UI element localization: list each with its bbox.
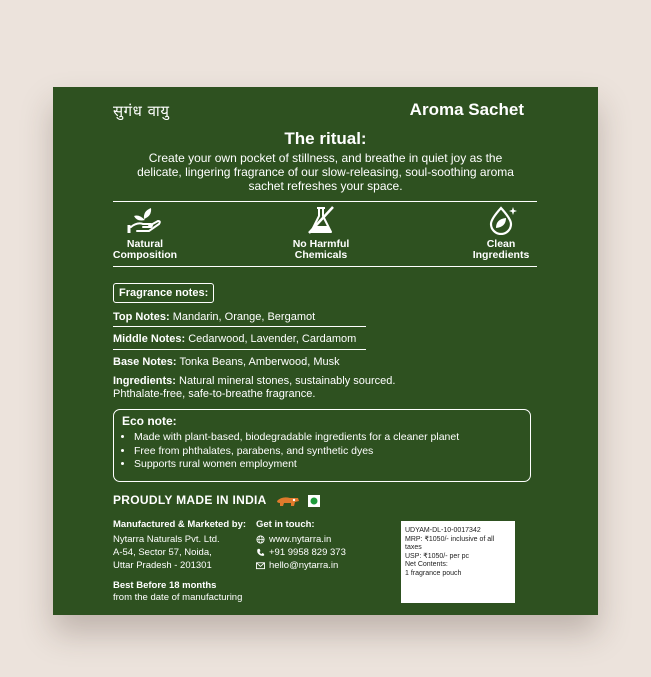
feature-natural-line1: Natural [126,238,164,250]
contact-phone[interactable] [256,546,346,559]
middle-notes-value: Cedarwood, Lavender, Cardamom [188,333,357,345]
ingredients-value: Natural mineral stones, sustainably sourced. [179,375,396,387]
mrp-text: MRP: ₹1050/- inclusive of all taxes [405,535,495,551]
feature-clean [441,205,561,261]
ingredients-line2: Phthalate-free, safe-to-breathe fragrance. [113,388,316,400]
base-notes-value: Tonka Beans, Amberwood, Musk [179,356,340,368]
base-notes-label: Base Notes: [113,356,177,368]
top-notes [113,311,315,323]
feature-chemicals-line2: Chemicals [294,249,348,261]
fragrance-notes-heading: Fragrance notes: [113,283,214,303]
manufacturer-name: Nytarra Naturals Pvt. Ltd. [113,534,220,545]
feature-no-chemicals [261,205,381,261]
ritual-text: Create your own pocket of stillness, and breathe in quiet joy as the delicate, lingering fragrance of our slow-releasing, soul-soothing aroma sachet refreshes your space. [137,151,514,193]
best-before [113,580,242,604]
product-back-panel [53,87,598,615]
feature-natural-line2: Composition [112,249,178,261]
middle-notes-label: Middle Notes: [113,333,186,345]
globe-icon [256,535,265,544]
divider-middle-notes [113,349,366,350]
eco-note-item: • Free from phthalates, parabens, and synthetic dyes [134,445,522,459]
contact-website[interactable] [256,533,346,546]
made-in-india-text: PROUDLY MADE IN INDIA [113,493,267,507]
ingredients [113,375,433,401]
manufacturer-heading: Manufactured & Marketed by: [113,519,247,530]
top-notes-label: Top Notes: [113,311,170,323]
best-before-line1: Best Before 18 months [113,580,217,591]
divider-features [113,266,537,267]
middle-notes [113,333,356,345]
eco-note-item: • Supports rural women employment [134,458,522,472]
eco-note-list [122,431,522,472]
made-in-india [113,493,320,507]
eco-note-title: Eco note: [122,414,177,428]
divider-top [113,201,537,202]
contact-email[interactable] [256,559,346,572]
clean-leaf-drop-icon [481,205,521,235]
veg-mark-icon [308,495,320,507]
lion-logo-icon [276,495,300,507]
ritual-title: The ritual: [284,129,367,148]
hindi-product-name: सुगंध वायु [113,102,170,120]
eco-note-item: • Made with plant-based, biodegradable ingredients for a cleaner planet [134,431,522,445]
manufacturer-address-1: A-54, Sector 57, Noida, [113,547,212,558]
manufacturer-block [113,518,246,572]
feature-clean-line2: Ingredients [472,249,530,261]
contact-phone-text: +91 9958 829 373 [269,547,346,558]
udyam-number: UDYAM-DL-10-0017342 [405,527,481,534]
contact-block [256,518,346,572]
mail-icon [256,561,265,570]
no-chemical-flask-icon [301,205,341,235]
contact-heading: Get in touch: [256,519,315,530]
ingredients-label: Ingredients: [113,375,176,387]
top-notes-value: Mandarin, Orange, Bergamot [172,311,316,323]
product-name: Aroma Sachet [409,100,524,119]
manufacturer-address-2: Uttar Pradesh - 201301 [113,560,212,571]
divider-top-notes [113,326,366,327]
contact-website-text: www.nytarra.in [269,534,332,545]
net-contents-heading: Net Contents: [405,561,448,568]
feature-natural [85,205,205,261]
eco-note-box [113,409,531,482]
base-notes [113,356,340,368]
feature-chemicals-line1: No Harmful [292,238,350,250]
net-contents-value: 1 fragrance pouch [405,569,462,577]
best-before-line2: from the date of manufacturing [113,592,243,603]
price-label [401,521,515,603]
contact-email-text: hello@nytarra.in [269,560,339,571]
phone-icon [256,548,265,557]
feature-clean-line1: Clean [486,238,516,250]
hand-leaf-icon [125,205,165,235]
usp-text: USP: ₹1050/- per pc [405,552,469,560]
